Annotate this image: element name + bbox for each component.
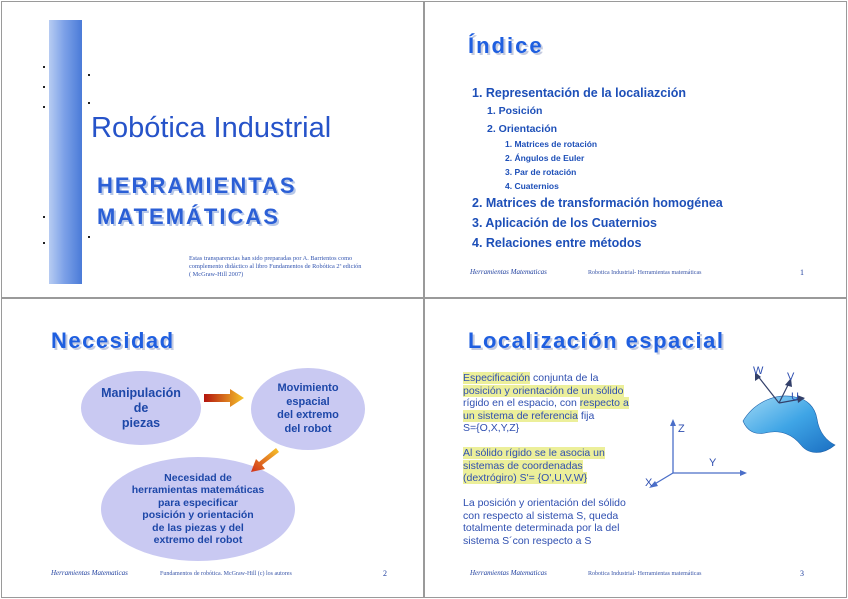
slide-necesidad [1, 298, 424, 598]
credit-line: complemento didáctico al libro Fundamentos de Robótica 2ª edición [189, 263, 362, 270]
bullet-dot [43, 66, 45, 68]
highlight-text: posición y orientación de un sólido [463, 384, 624, 397]
credit-note [189, 255, 409, 279]
index-item: 1. Representación de la localiazción [472, 86, 686, 100]
bubble-text: para especificar [158, 496, 238, 509]
bubble-text: del robot [284, 422, 332, 435]
bullet-dot [88, 236, 90, 238]
highlight-text: un sistema de referencia [463, 409, 578, 422]
footer-left: Herramientas Matematicas [470, 569, 547, 577]
index-item: 4. Cuaternios [505, 181, 559, 191]
subtitle-line-1: HERRAMIENTAS [97, 173, 297, 198]
bubble-text: extremo del robot [153, 534, 243, 546]
bubble-text: herramientas matemáticas [131, 484, 265, 496]
text: S={O,X,Y,Z} [463, 422, 520, 434]
highlight-text: Especificación [463, 372, 531, 384]
highlight-text: sistemas de coordenadas [463, 459, 583, 472]
page-number: 3 [800, 569, 804, 578]
footer-center: Robotica Industrial- Herramientas matemáticas [588, 571, 702, 577]
footer-left: Herramientas Matematicas [51, 569, 128, 577]
paragraph-specification [463, 372, 663, 435]
axis-label-y: Y [709, 457, 717, 469]
highlight-text: respecto a [579, 397, 629, 409]
footer-center: Fundamentos de robótica. McGraw-Hill (c) los autores [160, 571, 292, 577]
bubble-text: de [133, 400, 149, 415]
presentation-title: Robótica Industrial [91, 112, 332, 144]
bubble-text: piezas [121, 415, 161, 430]
index-item: 3. Aplicación de los Cuaternios [472, 216, 657, 230]
footer-center: Robotica Industrial- Herramientas matemáticas [588, 270, 702, 276]
bullet-dot [43, 106, 45, 108]
subtitle-line-2: MATEMÁTICAS [97, 204, 280, 229]
bubble-text: espacial [286, 395, 330, 408]
axis-label-z: Z [678, 423, 685, 435]
bubble-manipulation [81, 371, 201, 445]
slide-title [1, 1, 424, 298]
text: conjunta de la [530, 372, 599, 384]
index-item: 4. Relaciones entre métodos [472, 236, 642, 250]
slide-heading: Necesidad [51, 328, 175, 353]
bullet-dot [43, 242, 45, 244]
paragraph-coordinates [463, 447, 663, 485]
bullet-dot [88, 74, 90, 76]
text: totalmente determinada por la del [463, 522, 620, 534]
page-number: 1 [800, 268, 804, 277]
index-item: 2. Orientación [487, 123, 558, 135]
slide-localizacion [424, 298, 847, 598]
axis-label-x: X [645, 477, 653, 489]
arrow-down-left-icon [248, 445, 280, 475]
text: con respecto al sistema S, queda [463, 509, 619, 522]
decorative-blue-bar [49, 20, 82, 284]
bubble-movement [251, 368, 365, 450]
text: rígido en el espacio, con [463, 397, 580, 409]
text: fija [577, 409, 595, 422]
slide-heading: Localización espacial [468, 328, 725, 353]
slide-heading: Índice [468, 33, 544, 58]
text: sistema S´con respecto a S [463, 534, 592, 547]
bubble-text: del extremo [277, 409, 339, 421]
text: La posición y orientación del sólido [463, 497, 626, 509]
axis-label-v: V [787, 371, 795, 383]
footer-left: Herramientas Matematicas [470, 268, 547, 276]
index-item: 3. Par de rotación [505, 167, 577, 177]
index-item: 2. Matrices de transformación homogénea [472, 196, 723, 210]
credit-line: ( McGraw-Hill 2007) [189, 271, 244, 278]
highlight-text: (dextrógiro) S'= {O',U,V,W} [463, 472, 588, 484]
arrow-right-icon [202, 387, 248, 409]
bubble-text: Movimiento [277, 382, 339, 394]
highlight-text: Al sólido rígido se le asocia un [463, 447, 605, 459]
bubble-text: Necesidad de [164, 471, 232, 484]
page-number: 2 [383, 569, 387, 578]
index-item: 2. Ángulos de Euler [505, 153, 585, 163]
bullet-dot [43, 216, 45, 218]
credit-line: Estas transparencias han sido preparadas por A. Barrientos como [189, 255, 353, 262]
index-item: 1. Posición [487, 105, 543, 117]
bubble-text: de las piezas y del [152, 521, 244, 534]
index-item: 1. Matrices de rotación [505, 139, 598, 149]
axis-label-u: U [791, 391, 799, 403]
bullet-dot [88, 102, 90, 104]
bubble-text: Manipulación [101, 385, 181, 400]
paragraph-determination [463, 497, 663, 547]
slide-index [424, 1, 847, 298]
bullet-dot [43, 86, 45, 88]
axis-label-w: W [753, 365, 764, 377]
bubble-text: posición y orientación [142, 509, 254, 521]
